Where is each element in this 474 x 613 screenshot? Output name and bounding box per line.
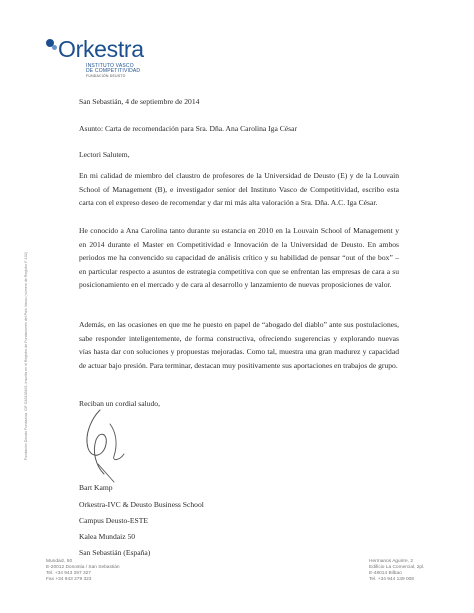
footer-right-line-2: Edificio La Comercial, 2pl. bbox=[369, 565, 425, 570]
closing: Reciban un cordial saludo, bbox=[79, 399, 160, 408]
signer-campus: Campus Deusto-ESTE bbox=[79, 516, 148, 525]
logo-wordmark: Orkestra bbox=[58, 36, 144, 62]
subject-line: Asunto: Carta de recomendación para Sra. Dña. Ana Carolina Iga César bbox=[79, 124, 298, 133]
footer-left-address bbox=[46, 559, 120, 583]
logo-subtitle-3: FUNDACIÓN DEUSTO bbox=[86, 74, 126, 78]
handwritten-signature bbox=[70, 404, 140, 486]
footer-left-line-4: Fax +34 943 279 323 bbox=[46, 577, 92, 582]
salutation: Lectori Salutem, bbox=[79, 150, 130, 159]
footer-left-line-1: Mundaiz, 50 bbox=[46, 559, 73, 564]
footer-left-line-3: Tel. +34 943 297 327 bbox=[46, 571, 91, 576]
logo-subtitle-1: INSTITUTO VASCO bbox=[86, 63, 134, 69]
signer-city: San Sebastián (España) bbox=[79, 548, 151, 557]
paragraph-3: Además, en las ocasiones en que me he puesto en papel de “abogado del diablo” ante sus postulaciones, sabe responder inteligentemente, de forma constructiva, ofreciendo sugerencias y explorando nuevas vías hasta dar con soluciones y propuestas mejoradas. Como tal, muestra una gran madurez y capacidad de actuar bajo presión. Para terminar, destacan muy positivamente sus aportaciones en trabajos de grupo. bbox=[79, 320, 399, 370]
footer-right-line-1: Hermanos Aguirre, 2 bbox=[369, 559, 413, 564]
footer-right-line-4: Tel. +34 944 139 008 bbox=[369, 577, 414, 582]
paragraph-1: En mi calidad de miembro del claustro de profesores de la Universidad de Deusto (E) y de la Louvain School of Management (B), e investigador senior del Instituto Vasco de Competitividad, escribo esta carta con el expreso deseo de recomendar y dar mi más alta valoración a Sra. Dña. A.C. Iga César. bbox=[79, 171, 399, 208]
signer-street: Kalea Mundaiz 50 bbox=[79, 532, 136, 541]
side-legal-note: Fundación Deusto Fundazioa, CIF G48138463, Inscrita en el Registro de Fundaciones del País Vasco (número de Registro F-102) bbox=[24, 252, 28, 460]
logo-dot-small-icon bbox=[52, 45, 57, 50]
paragraph-2: He conocido a Ana Carolina tanto durante su estancia en 2010 en la Louvain School of Management y en 2014 durante el Master en Competitividad e Innovación de la Universidad de Deusto. En ambos periodos me ha convencido su capacidad de análisis crítico y su habilidad de pensar “out of the box” – en particular respecto a asuntos de estrategia competitiva con que se enfrentan las empresas de cara a su posicionamiento en el mercado y de cara al desarrollo y lanzamiento de nuevas proposiciones de valor. bbox=[79, 226, 399, 290]
logo-subtitle-2: DE COMPETITIVIDAD bbox=[86, 68, 141, 74]
signer-org: Orkestra-IVC & Deusto Business School bbox=[79, 500, 204, 509]
place-date: San Sebastián, 4 de septiembre de 2014 bbox=[79, 97, 200, 106]
footer-left-line-2: E-20012 Donostia / San Sebastián bbox=[46, 565, 120, 570]
footer-right-address bbox=[369, 559, 424, 583]
footer-right-line-3: E-48014 Bilbao bbox=[369, 571, 402, 576]
signer-name: Bart Kamp bbox=[79, 483, 113, 492]
